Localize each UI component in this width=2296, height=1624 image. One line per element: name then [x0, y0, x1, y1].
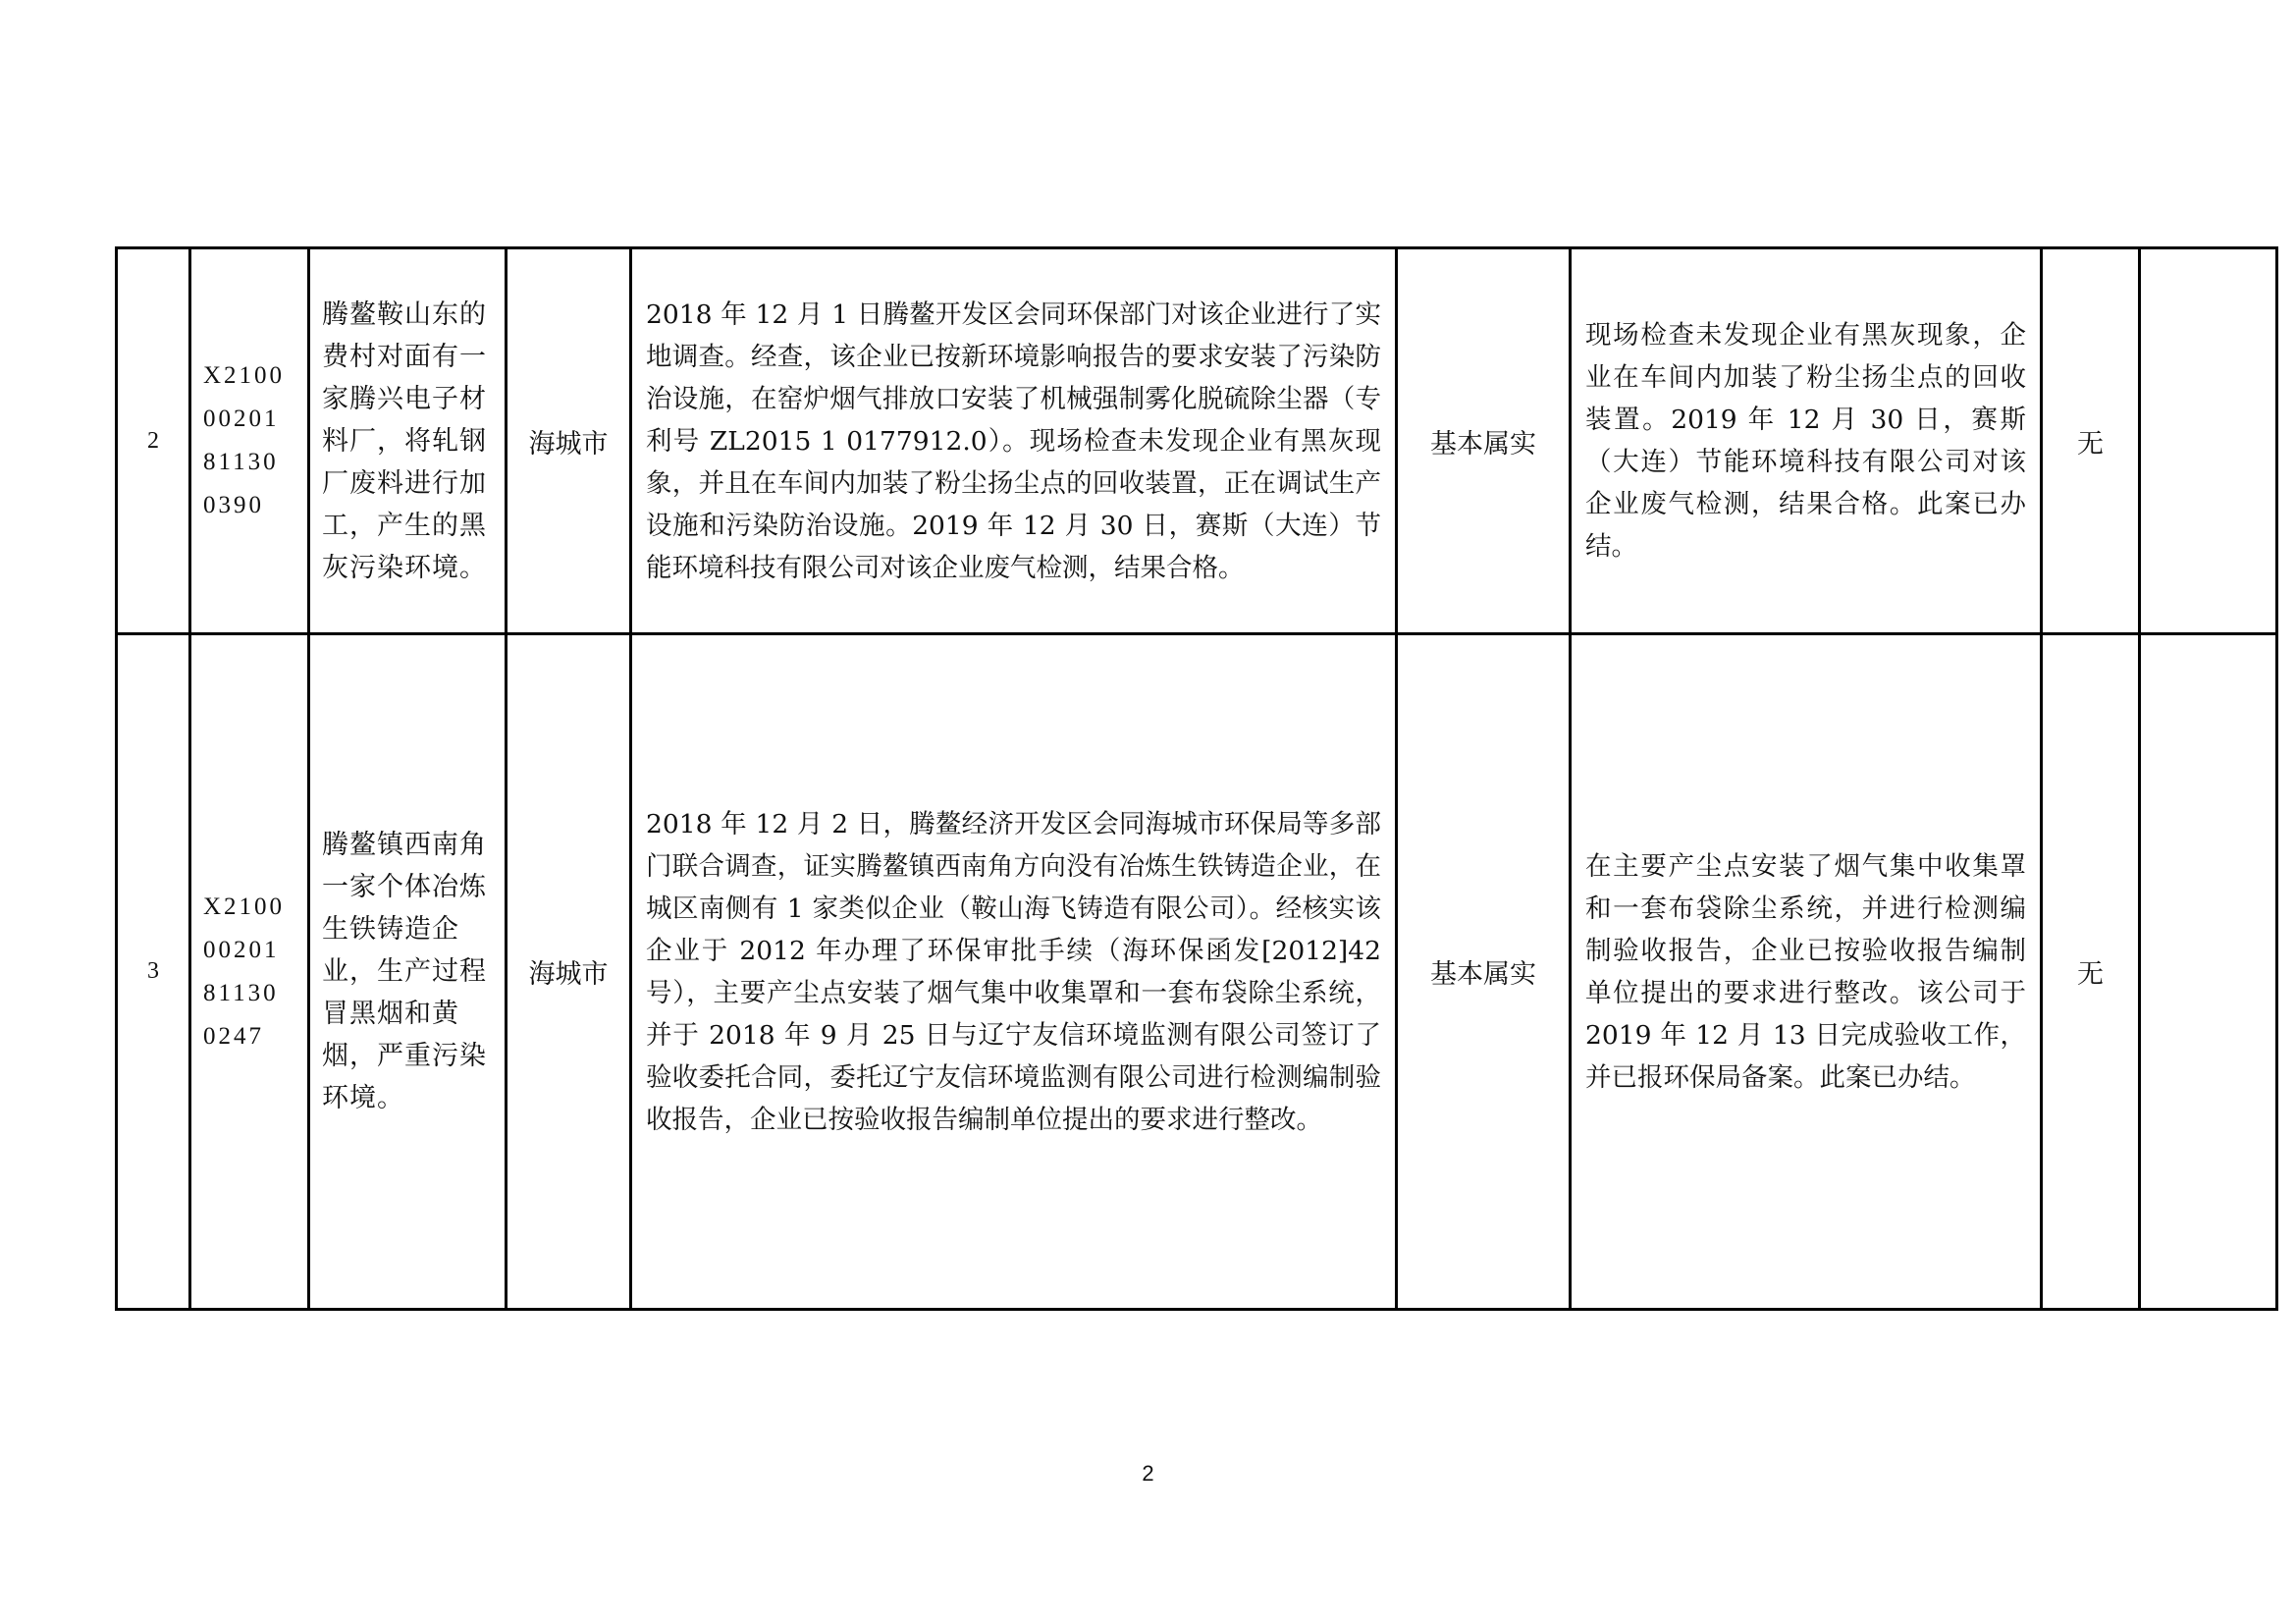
- remarks: [2140, 634, 2277, 1310]
- remarks: [2140, 248, 2277, 634]
- row-number: 2: [117, 248, 190, 634]
- case-id-line: X2100: [203, 893, 286, 920]
- case-id-line: 0390: [203, 492, 264, 518]
- table-row: [117, 634, 2277, 1310]
- verification-verdict: 基本属实: [1397, 634, 1571, 1310]
- case-id-line: 00201: [203, 406, 280, 432]
- case-id-line: X2100: [203, 362, 286, 389]
- investigation-details: 2018 年 12 月 1 日腾鳌开发区会同环保部门对该企业进行了实地调查。经查，该企业已按新环境影响报告的要求安装了污染防治设施，在窑炉烟气排放口安装了机械强制雾化脱硫除尘器（专利号 ZL2015 1 0177912.0）。现场检查未发现企业有黑灰现象，并且在车间内加装了粉尘扬尘点的回收装置，正在调试生产设施和污染防治设施。2019 年 12 月 30 日，赛斯（大连）节能环境科技有限公司对该企业废气检测，结果合格。: [631, 248, 1397, 634]
- case-id-line: 0247: [203, 1022, 264, 1050]
- handling-result: 现场检查未发现企业有黑灰现象，企业在车间内加装了粉尘扬尘点的回收装置。2019 年 12 月 30 日，赛斯（大连）节能环境科技有限公司对该企业废气检测，结果合格。此案已办结。: [1571, 248, 2042, 634]
- verification-verdict: 基本属实: [1397, 248, 1571, 634]
- case-table: [115, 246, 2278, 1311]
- administrative-region: 海城市: [507, 634, 631, 1310]
- handling-result: 在主要产尘点安装了烟气集中收集罩和一套布袋除尘系统，并进行检测编制验收报告，企业已按验收报告编制单位提出的要求进行整改。该公司于 2019 年 12 月 13 日完成验收工作，并已报环保局备案。此案已办结。: [1571, 634, 2042, 1310]
- case-id-line: 81130: [203, 979, 279, 1006]
- case-id: [190, 634, 309, 1310]
- case-id-line: 00201: [203, 936, 280, 963]
- page-number: 2: [1142, 1461, 1154, 1486]
- accountability: 无: [2042, 248, 2140, 634]
- complaint-content: 腾鳌镇西南角一家个体冶炼生铁铸造企业，生产过程冒黑烟和黄烟，严重污染环境。: [309, 634, 507, 1310]
- table-row: [117, 248, 2277, 634]
- row-number: 3: [117, 634, 190, 1310]
- accountability: 无: [2042, 634, 2140, 1310]
- investigation-details: 2018 年 12 月 2 日，腾鳌经济开发区会同海城市环保局等多部门联合调查，证实腾鳌镇西南角方向没有冶炼生铁铸造企业，在城区南侧有 1 家类似企业（鞍山海飞铸造有限公司）。经核实该企业于 2012 年办理了环保审批手续（海环保函发[2012]42 号），主要产尘点安装了烟气集中收集罩和一套布袋除尘系统，并于 2018 年 9 月 25 日与辽宁友信环境监测有限公司签订了验收委托合同，委托辽宁友信环境监测有限公司进行检测编制验收报告，企业已按验收报告编制单位提出的要求进行整改。: [631, 634, 1397, 1310]
- complaint-content: 腾鳌鞍山东的费村对面有一家腾兴电子材料厂，将轧钢厂废料进行加工，产生的黑灰污染环境。: [309, 248, 507, 634]
- case-id-line: 81130: [203, 449, 279, 475]
- administrative-region: 海城市: [507, 248, 631, 634]
- case-id: [190, 248, 309, 634]
